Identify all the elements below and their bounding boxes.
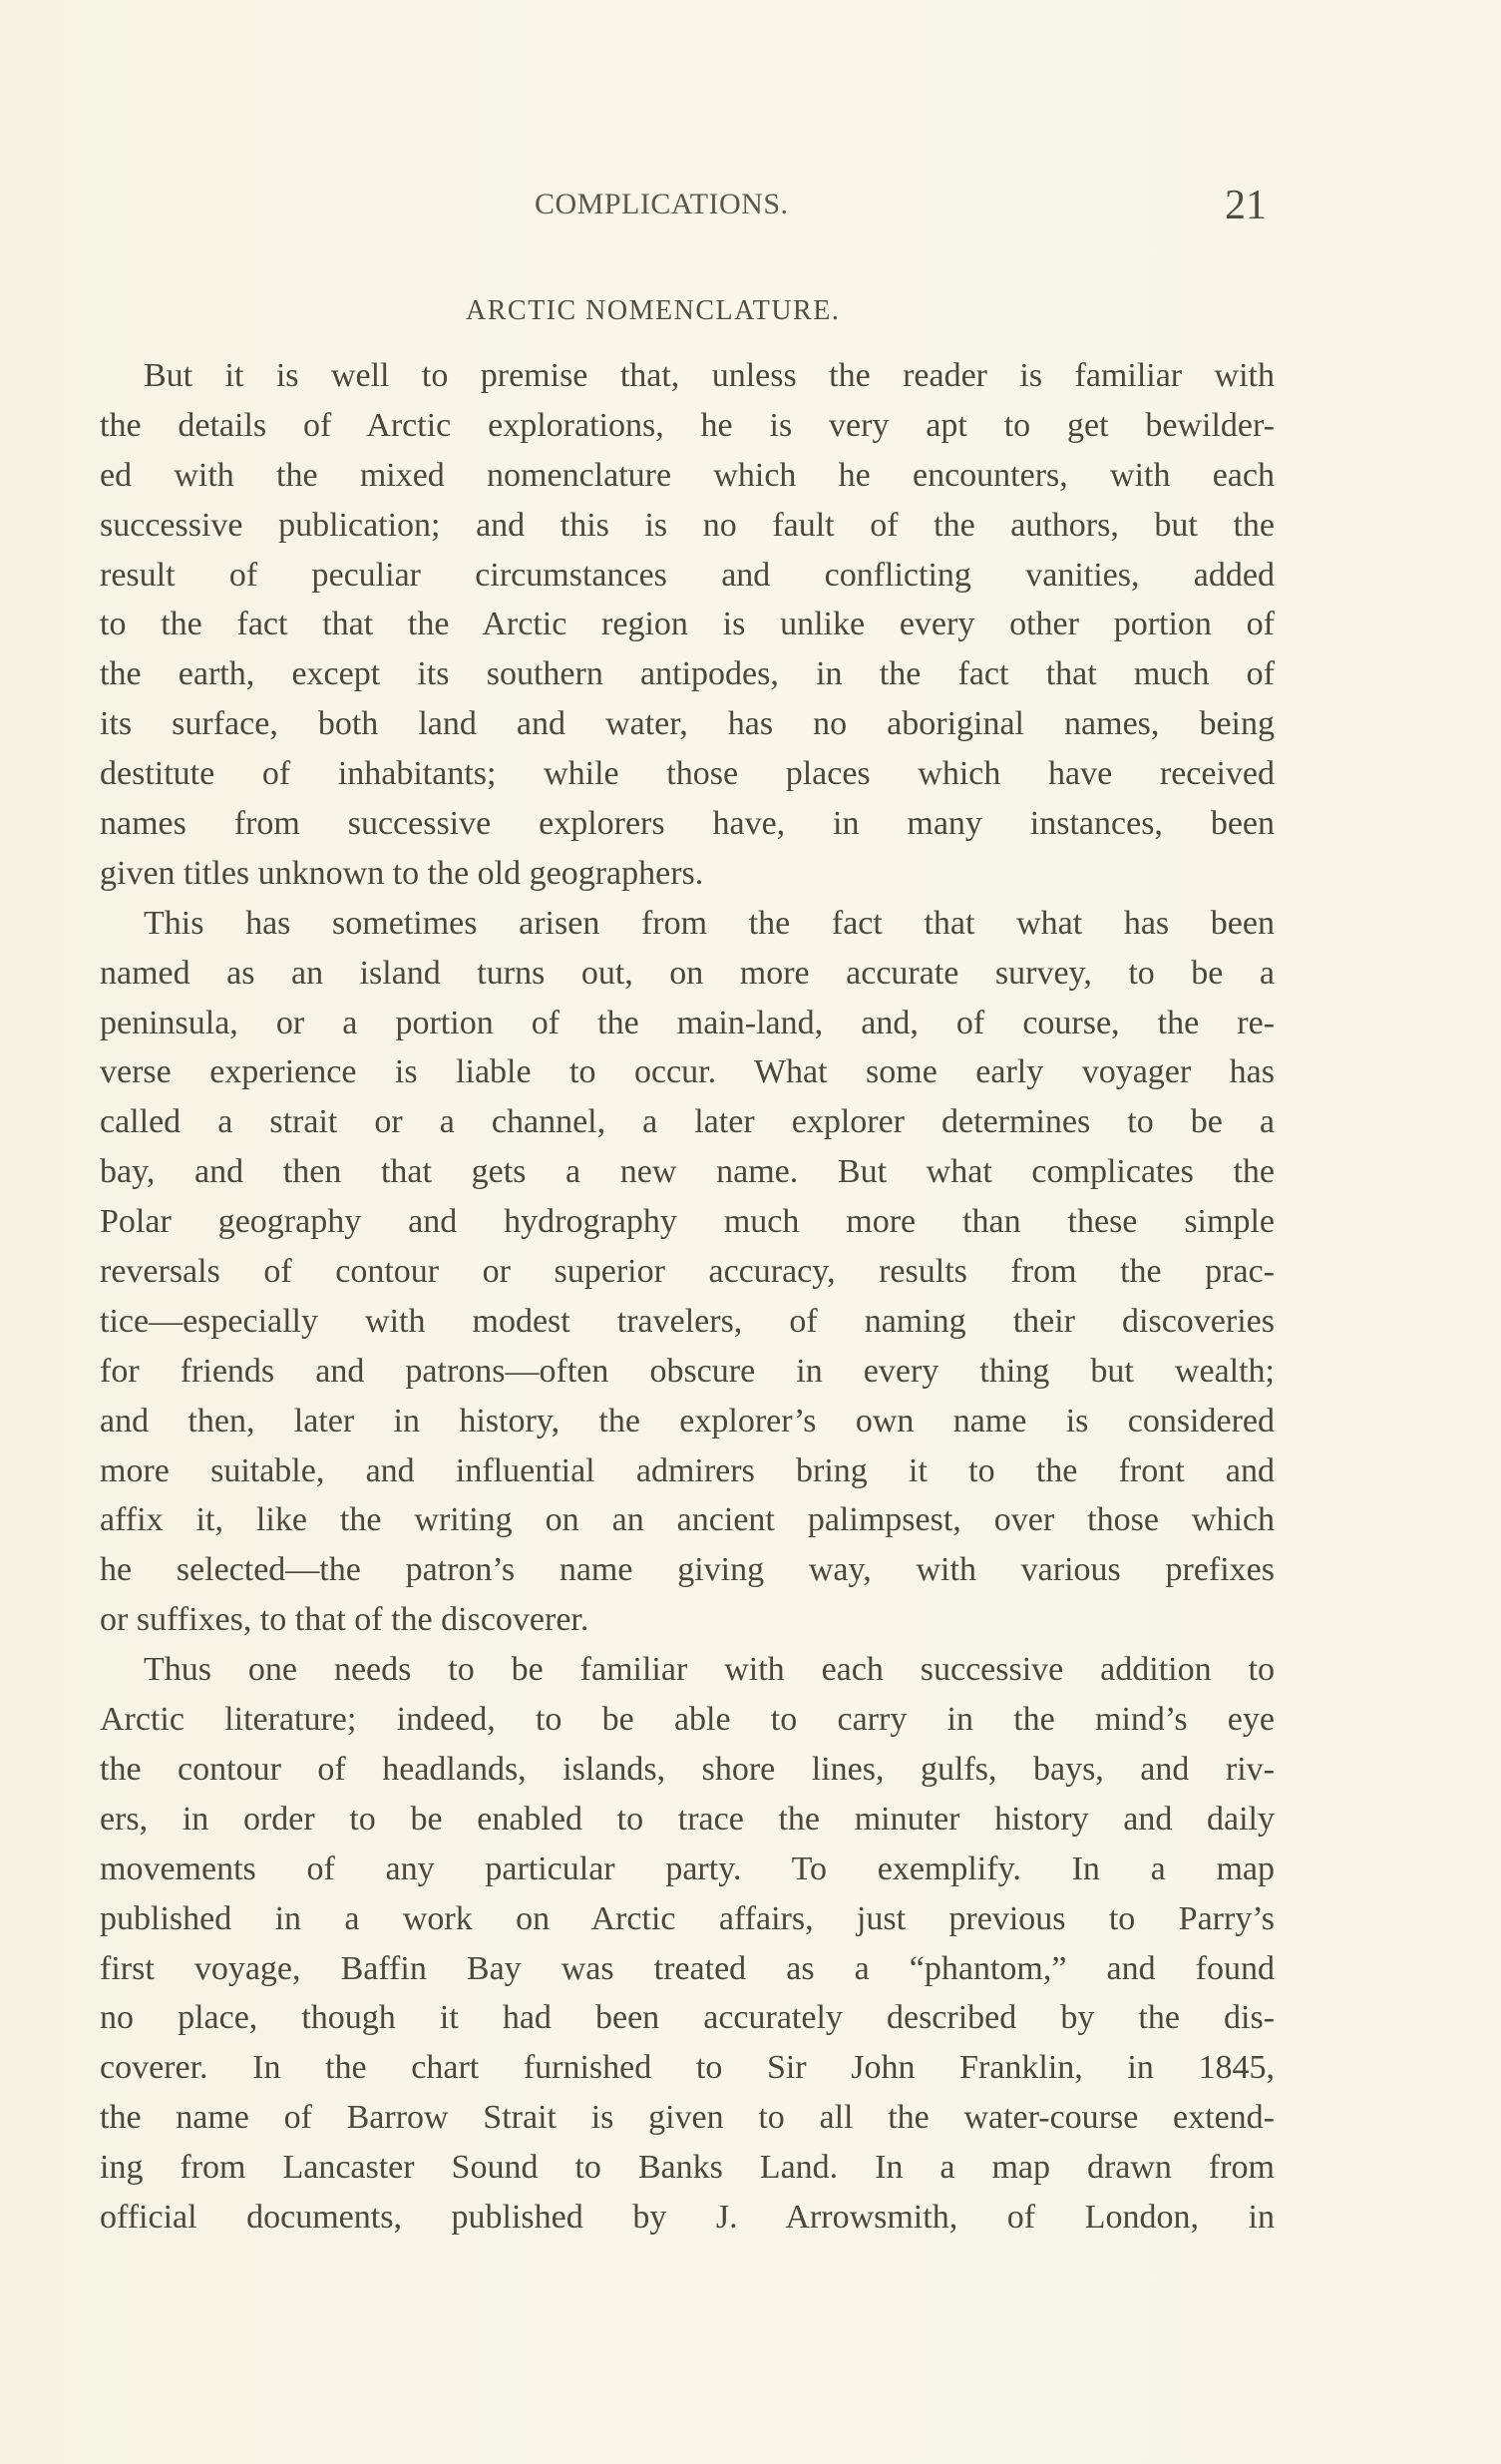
text-line: names from successive explorers have, in many instances, been (100, 805, 1275, 843)
text-line: destitute of inhabitants; while those places which have received (100, 755, 1275, 793)
running-title: COMPLICATIONS. (535, 188, 789, 220)
text-line: reversals of contour or superior accuracy, results from the prac- (100, 1253, 1275, 1291)
text-line: for friends and patrons—often obscure in every thing but wealth; (100, 1352, 1275, 1390)
text-line: Thus one needs to be familiar with each successive addition to (144, 1651, 1275, 1689)
text-line: Polar geography and hydrography much more than these simple (100, 1203, 1275, 1241)
text-line: movements of any particular party. To exemplify. In a map (100, 1849, 1275, 1887)
running-head (100, 182, 1277, 231)
text-line: ed with the mixed nomenclature which he encounters, with each (100, 456, 1275, 494)
text-line: no place, though it had been accurately described by the dis- (100, 1999, 1275, 2037)
text-line: its surface, both land and water, has no aboriginal names, being (100, 705, 1275, 743)
text-line: the earth, except its southern antipodes, in the fact that much of (100, 655, 1275, 693)
text-line: verse experience is liable to occur. What some early voyager has (100, 1053, 1275, 1091)
text-line: he selected—the patron’s name giving way, with various prefixes (100, 1551, 1275, 1589)
text-line: coverer. In the chart furnished to Sir John Franklin, in 1845, (100, 2049, 1275, 2087)
text-line: named as an island turns out, on more accurate survey, to be a (100, 954, 1275, 992)
text-line: the contour of headlands, islands, shore lines, gulfs, bays, and riv- (100, 1750, 1275, 1788)
text-line: and then, later in history, the explorer’s own name is considered (100, 1402, 1275, 1439)
text-line: tice—especially with modest travelers, of naming their discoveries (100, 1302, 1275, 1340)
text-line: Arctic literature; indeed, to be able to carry in the mind’s eye (100, 1701, 1275, 1739)
text-line: successive publication; and this is no fault of the authors, but the (100, 506, 1275, 544)
text-line: the name of Barrow Strait is given to all the water-course extend- (100, 2099, 1275, 2137)
text-line: This has sometimes arisen from the fact that what has been (144, 904, 1275, 942)
text-line: peninsula, or a portion of the main-land, and, of course, the re- (100, 1004, 1275, 1041)
page-number: 21 (1225, 183, 1267, 228)
text-line: official documents, published by J. Arrowsmith, of London, in (100, 2198, 1275, 2236)
text-line: ing from Lancaster Sound to Banks Land. In a map drawn from (100, 2149, 1275, 2187)
text-line: result of peculiar circumstances and conflicting vanities, added (100, 556, 1275, 594)
text-line: more suitable, and influential admirers bring it to the front and (100, 1451, 1275, 1489)
text-line: first voyage, Baffin Bay was treated as a “phantom,” and found (100, 1949, 1275, 1987)
text-line: the details of Arctic explorations, he is very apt to get bewilder- (100, 406, 1275, 444)
body-text (100, 351, 1275, 2243)
text-line: affix it, like the writing on an ancient palimpsest, over those which (100, 1501, 1275, 1539)
text-line: But it is well to premise that, unless the reader is familiar with (144, 357, 1275, 394)
text-line: published in a work on Arctic affairs, just previous to Parry’s (100, 1899, 1275, 1937)
section-title: ARCTIC NOMENCLATURE. (466, 295, 841, 326)
text-line: given titles unknown to the old geographers. (100, 854, 704, 892)
text-line: bay, and then that gets a new name. But what complicates the (100, 1153, 1275, 1191)
text-line: to the fact that the Arctic region is unlike every other portion of (100, 606, 1275, 643)
text-line: called a strait or a channel, a later explorer determines to be a (100, 1103, 1275, 1141)
text-line: ers, in order to be enabled to trace the minuter history and daily (100, 1800, 1275, 1838)
text-line: or suffixes, to that of the discoverer. (100, 1601, 589, 1639)
